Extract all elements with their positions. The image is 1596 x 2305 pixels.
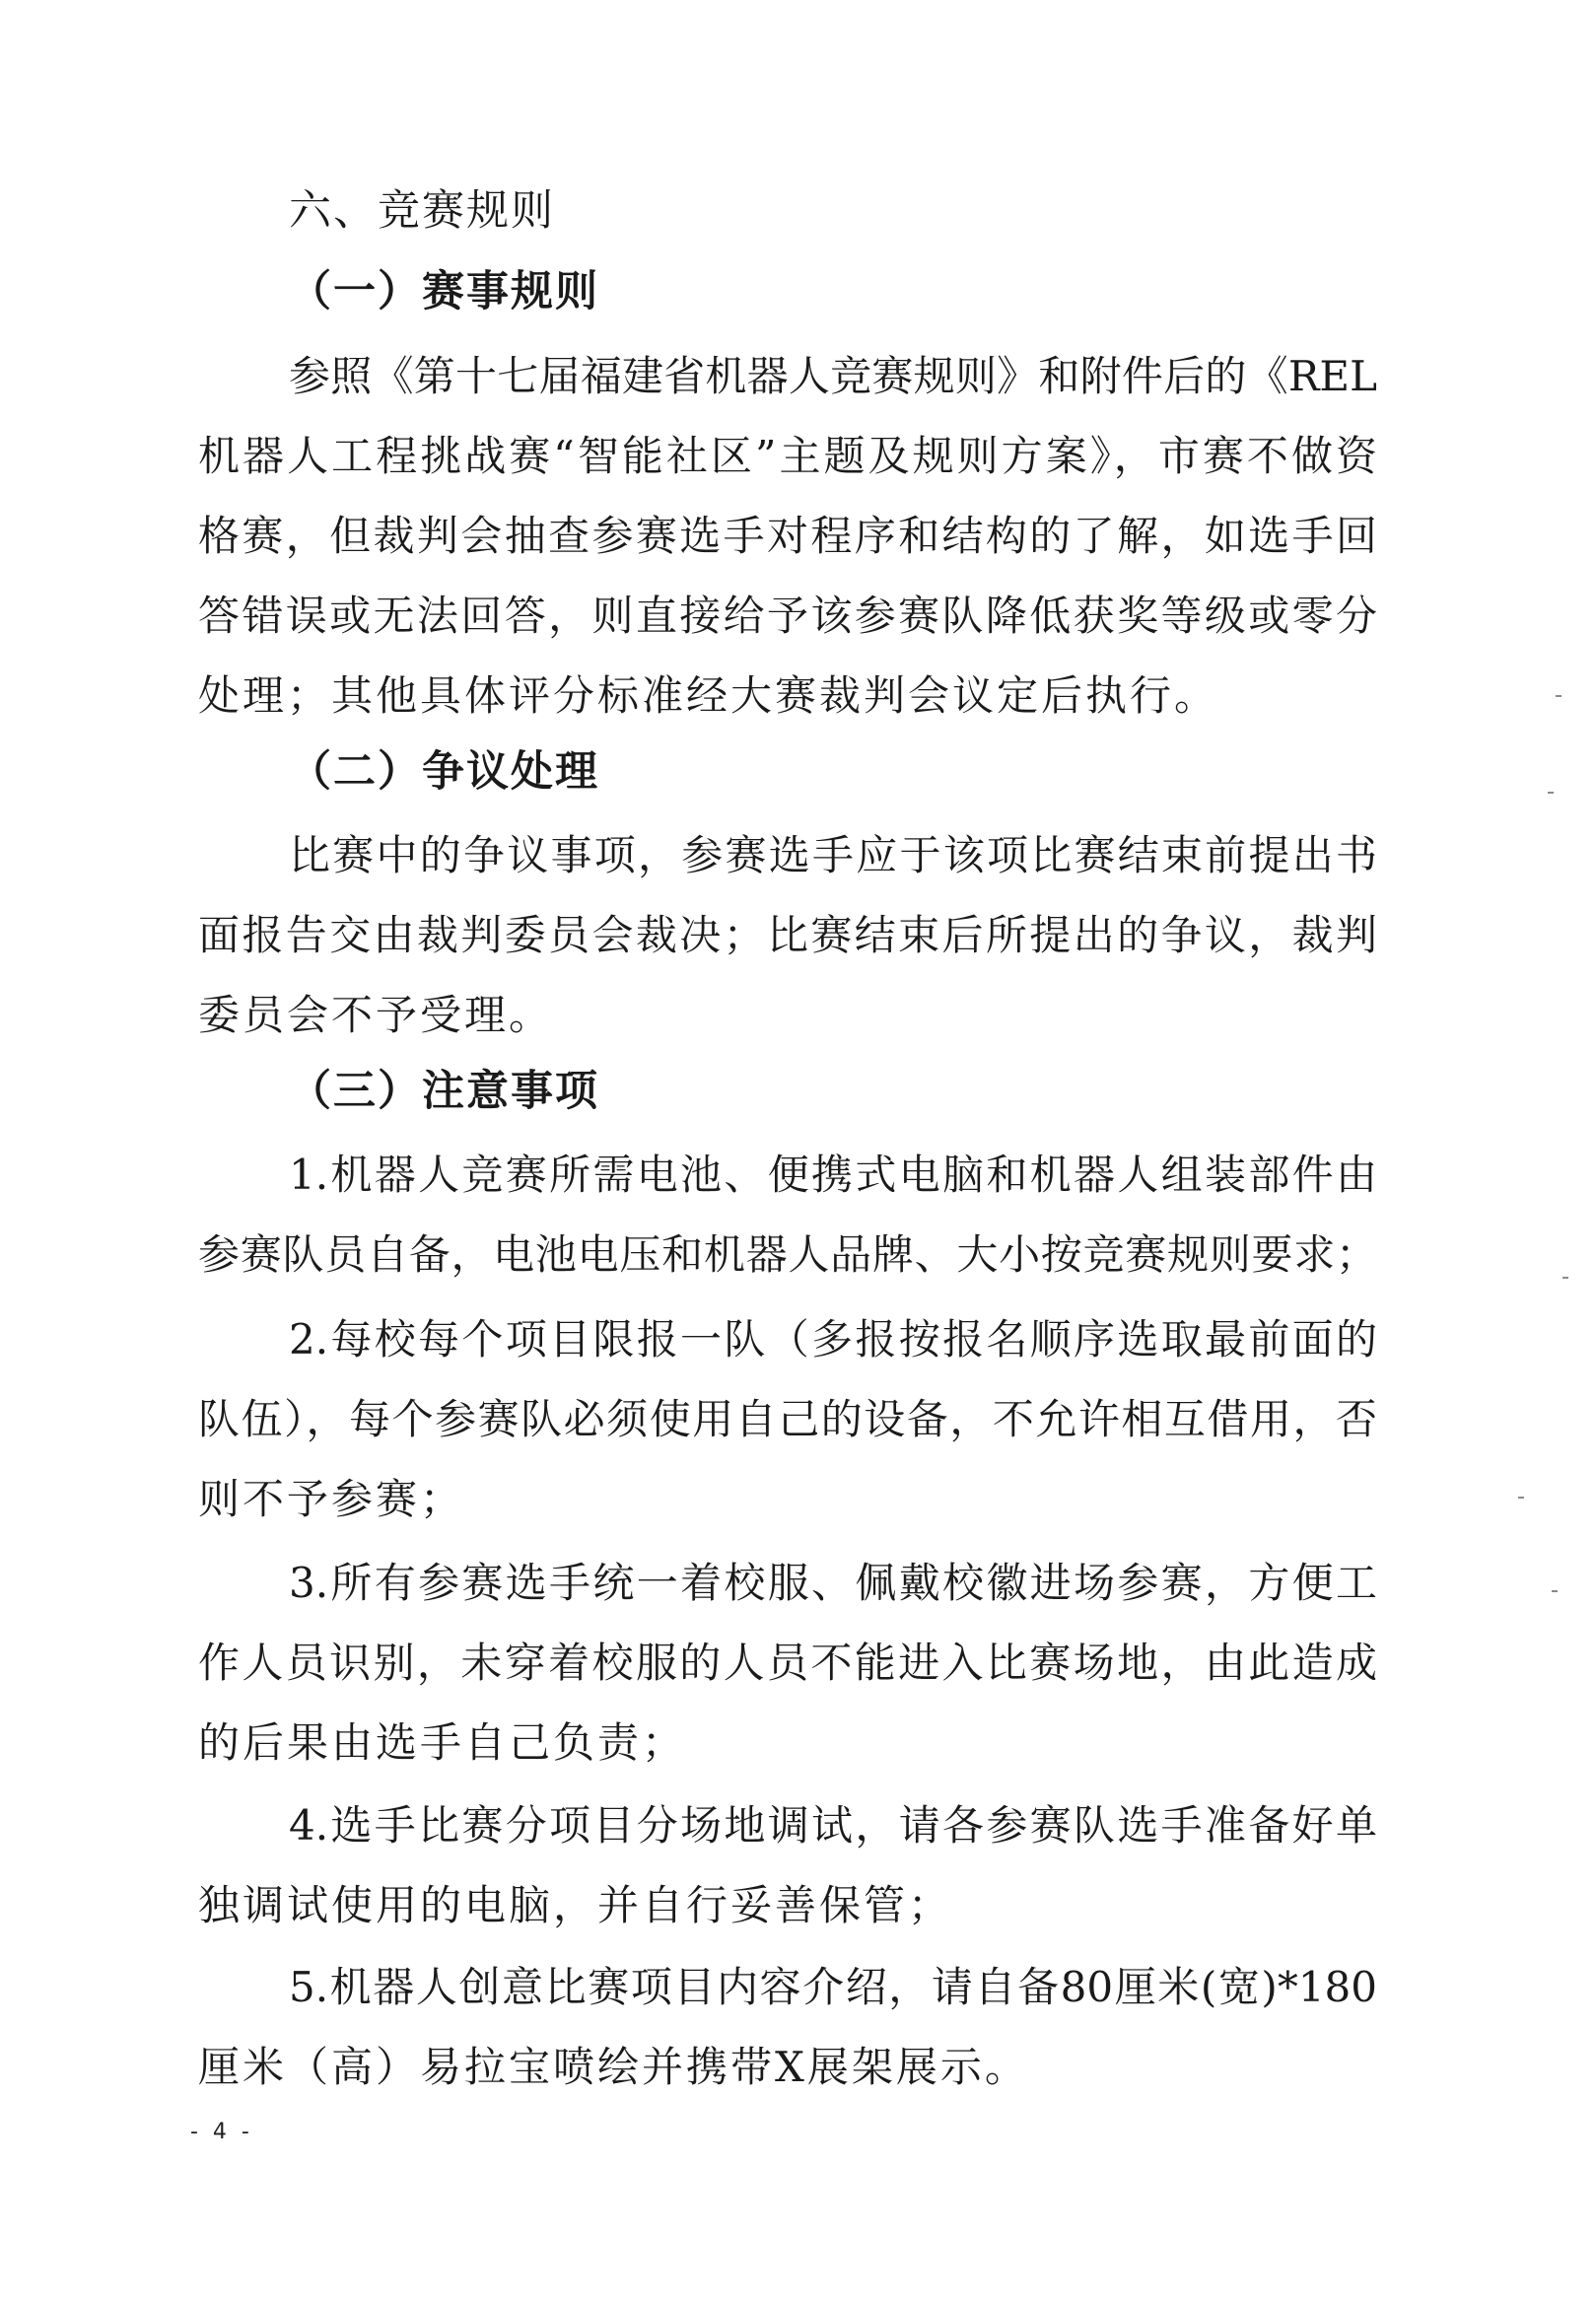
list-item-line: 则不予参赛； <box>198 1475 465 1523</box>
list-item-line: 独调试使用的电脑，并自行妥善保管； <box>198 1881 953 1929</box>
list-item-line: 1.机器人竞赛所需电池、便携式电脑和机器人组装部件由 <box>289 1151 1377 1199</box>
scan-mark <box>1548 792 1554 794</box>
paragraph-line: 答错误或无法回答，则直接给予该参赛队降低获奖等级或零分 <box>198 592 1377 640</box>
paragraph-line: 比赛中的争议事项，参赛选手应于该项比赛结束前提出书 <box>289 831 1377 879</box>
subsection-heading-rules: （一）赛事规则 <box>289 267 599 316</box>
scan-mark <box>1518 1497 1524 1499</box>
subsection-heading-disputes: （二）争议处理 <box>289 747 599 797</box>
page-number: - 4 - <box>190 2120 253 2144</box>
list-item-line: 3.所有参赛选手统一着校服、佩戴校徽进场参赛，方便工 <box>289 1559 1377 1607</box>
list-item-line: 4.选手比赛分项目分场地调试，请各参赛队选手准备好单 <box>289 1801 1377 1850</box>
list-item-line: 的后果由选手自己负责； <box>198 1718 687 1767</box>
scan-mark <box>1562 1277 1568 1279</box>
list-item-line: 参赛队员自备，电池电压和机器人品牌、大小按竞赛规则要求； <box>198 1230 1377 1279</box>
subsection-heading-notes: （三）注意事项 <box>289 1067 599 1116</box>
scan-mark <box>1556 695 1561 697</box>
list-item-line: 厘米（高）易拉宝喷绘并携带X展架展示。 <box>198 2043 1029 2091</box>
list-item-line: 队伍），每个参赛队必须使用自己的设备，不允许相互借用，否 <box>198 1395 1377 1443</box>
list-item-line: 5.机器人创意比赛项目内容介绍，请自备80厘米(宽)*180 <box>289 1963 1377 2011</box>
scan-mark <box>1552 1590 1558 1592</box>
paragraph-line: 委员会不予受理。 <box>198 991 554 1039</box>
paragraph-line: 格赛，但裁判会抽查参赛选手对程序和结构的了解，如选手回 <box>198 512 1377 560</box>
paragraph-line: 面报告交由裁判委员会裁决；比赛结束后所提出的争议，裁判 <box>198 911 1377 959</box>
paragraph-line: 参照《第十七届福建省机器人竞赛规则》和附件后的《REL <box>289 352 1377 400</box>
paragraph-line: 处理；其他具体评分标准经大赛裁判会议定后执行。 <box>198 671 1219 720</box>
paragraph-line: 机器人工程挑战赛“智能社区”主题及规则方案》，市赛不做资 <box>198 432 1377 480</box>
list-item-line: 2.每校每个项目限报一队（多报按报名顺序选取最前面的 <box>289 1315 1377 1363</box>
list-item-line: 作人员识别，未穿着校服的人员不能进入比赛场地，由此造成 <box>198 1639 1377 1687</box>
section-title: 六、竞赛规则 <box>289 186 555 236</box>
